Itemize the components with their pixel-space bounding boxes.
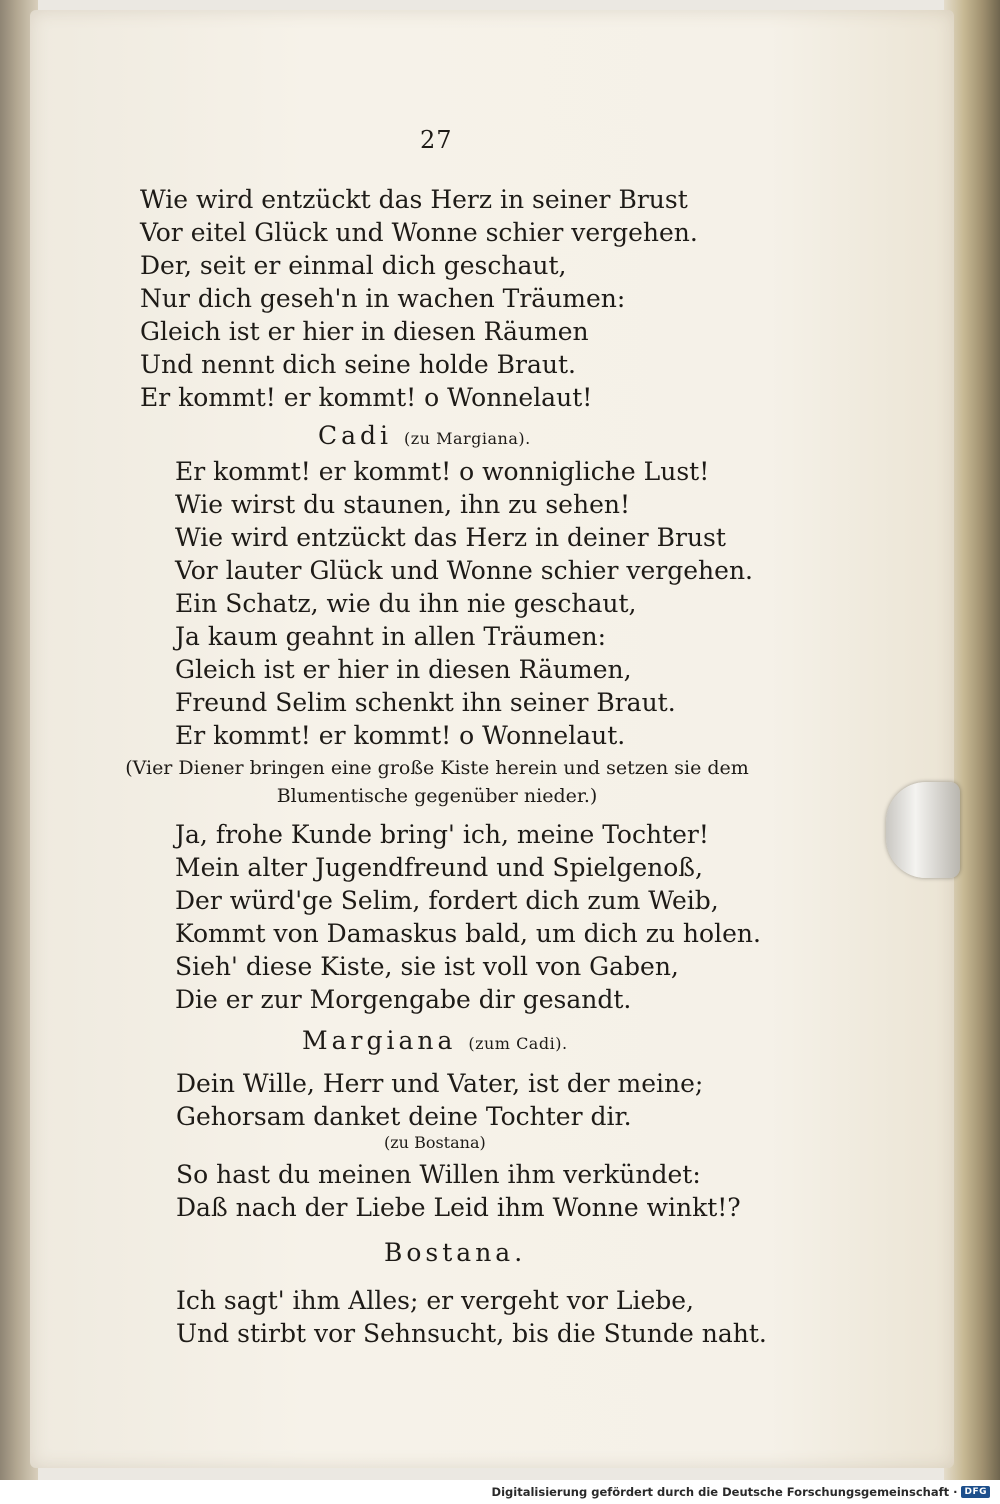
verse-line: Ja, frohe Kunde bring' ich, meine Tochter! (175, 820, 709, 849)
verse-line: Gleich ist er hier in diesen Räumen, (175, 655, 632, 684)
verse-line: Nur dich geseh'n in wachen Träumen: (140, 284, 626, 313)
verse-block-3 (175, 818, 761, 1016)
verse-block-5 (176, 1158, 741, 1224)
verse-block-1 (140, 183, 698, 414)
verse-line: Freund Selim schenkt ihn seiner Braut. (175, 688, 676, 717)
verse-line: Und nennt dich seine holde Braut. (140, 350, 576, 379)
verse-line: Mein alter Jugendfreund und Spielgenoß, (175, 853, 703, 882)
speaker-name: Margiana (302, 1026, 457, 1055)
verse-line: Vor eitel Glück und Wonne schier vergehen. (140, 218, 698, 247)
verse-line: Ein Schatz, wie du ihn nie geschaut, (175, 589, 637, 618)
verse-line: Wie wird entzückt das Herz in seiner Brust (140, 185, 688, 214)
page-number: 27 (420, 126, 453, 154)
verse-line: Und stirbt vor Sehnsucht, bis die Stunde naht. (176, 1319, 767, 1348)
verse-line: Gehorsam danket deine Tochter dir. (176, 1102, 632, 1131)
verse-line: Er kommt! er kommt! o Wonnelaut! (140, 383, 593, 412)
speaker-heading-margiana (302, 1026, 568, 1055)
stage-direction: (Vier Diener bringen eine große Kiste herein und setzen sie dem Blumentische gegenüber nieder.) (125, 757, 749, 807)
aside-direction: (zu Bostana) (384, 1133, 486, 1152)
verse-line: Ich sagt' ihm Alles; er vergeht vor Liebe, (176, 1286, 694, 1315)
verse-line: Wie wirst du staunen, ihn zu sehen! (175, 490, 631, 519)
verse-line: Gleich ist er hier in diesen Räumen (140, 317, 589, 346)
verse-line: Er kommt! er kommt! o wonnigliche Lust! (175, 457, 710, 486)
speaker-name: Bostana. (384, 1238, 527, 1267)
speaker-direction: (zum Cadi). (468, 1034, 568, 1053)
page-clip (886, 782, 960, 878)
verse-line: Sieh' diese Kiste, sie ist voll von Gaben, (175, 952, 679, 981)
verse-line: Die er zur Morgengabe dir gesandt. (175, 985, 632, 1014)
dfg-logo-icon: DFG (961, 1486, 990, 1498)
speaker-heading-bostana (384, 1238, 526, 1267)
speaker-name: Cadi (318, 421, 393, 450)
verse-line: Kommt von Damaskus bald, um dich zu holen. (175, 919, 761, 948)
verse-block-6 (176, 1284, 767, 1350)
verse-block-4 (176, 1067, 703, 1133)
credit-text: Digitalisierung gefördert durch die Deutsche Forschungsgemeinschaft (491, 1485, 950, 1499)
verse-block-2 (175, 455, 753, 752)
verse-line: Der, seit er einmal dich geschaut, (140, 251, 567, 280)
verse-line: Er kommt! er kommt! o Wonnelaut. (175, 721, 626, 750)
speaker-heading-cadi (318, 421, 531, 450)
verse-line: Vor lauter Glück und Wonne schier vergehen. (175, 556, 753, 585)
verse-line: So hast du meinen Willen ihm verkündet: (176, 1160, 701, 1189)
speaker-direction: (zu Margiana). (404, 429, 531, 448)
digitization-credit: Digitalisierung gefördert durch die Deutsche Forschungsgemeinschaft · DFG (492, 1485, 990, 1499)
verse-line: Der würd'ge Selim, fordert dich zum Weib, (175, 886, 719, 915)
verse-line: Dein Wille, Herr und Vater, ist der meine; (176, 1069, 704, 1098)
verse-line: Wie wird entzückt das Herz in deiner Brust (175, 523, 726, 552)
verse-line: Daß nach der Liebe Leid ihm Wonne winkt!? (176, 1193, 741, 1222)
verse-line: Ja kaum geahnt in allen Träumen: (175, 622, 607, 651)
